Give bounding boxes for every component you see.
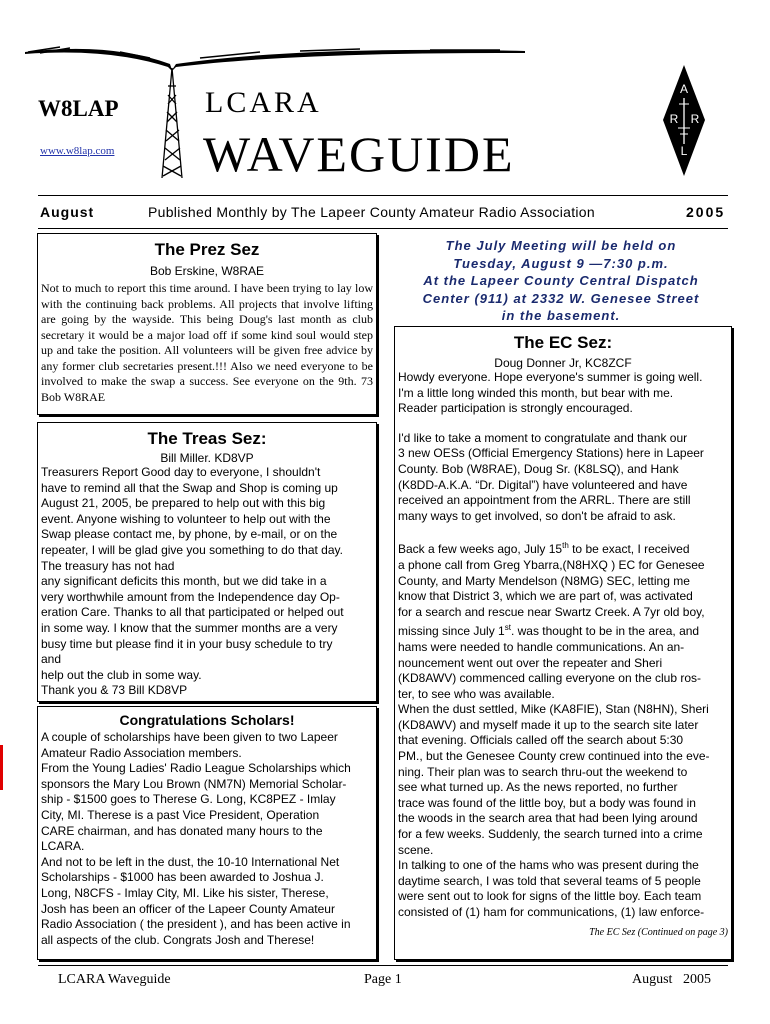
meeting-line-4: Center (911) at 2332 W. Genesee Street bbox=[422, 290, 700, 306]
prez-heading: The Prez Sez bbox=[154, 240, 260, 259]
tower-icon bbox=[162, 68, 182, 178]
ec-paragraph-1: Howdy everyone. Hope everyone's summer is going well. I'm a little long winded this month, but bear with me. Reader participation is strongly encouraged. bbox=[398, 370, 703, 416]
svg-text:R: R bbox=[669, 112, 679, 126]
footer-left: LCARA Waveguide bbox=[58, 972, 171, 987]
scholars-box bbox=[37, 706, 377, 960]
ec-paragraph-2: I'd like to take a moment to congratulate and thank our 3 new OESs (Official Emergency Stations) here in Lapeer County. Bob (W8RAE), Doug Sr. (K8LSQ), and Hank (K8DD-A.K.A. “Dr. Digital”) have volunteered and have received an appointment from the ARRL. There are still many ways to get involved, so don't be afraid to ask. bbox=[398, 430, 704, 523]
meeting-line-2: Tuesday, August 9 —7:30 p.m. bbox=[453, 255, 669, 271]
website-link[interactable]: www.w8lap.com bbox=[40, 145, 115, 157]
ec-p3-part-b: to be exact, I received a phone call from Greg Ybarra,(N8HXQ ) EC for Genesee County, and Marty Mendelson (N8MG) SEC, letting me know that District 3, which we are part of, was activated for a search and rescue near Swartz Creek. A 7yr old boy, missing since July 1 bbox=[398, 542, 705, 639]
ec-byline: Doug Donner Jr, KC8ZCF bbox=[494, 356, 632, 370]
treas-body: Treasurers Report Good day to everyone, I shouldn't have to remind all that the Swap and Shop is coming up August 21, 2005, be prepared to help out with this big event. Anyone wishing to volunteer to help out with the Swap please contact me, by phone, by e-mail, or on the repeater, I will be glad give you something to do that day. The treasury has not had any significant deficits this month, but we did take in a very worthwhile amount from the Independence day Op- eration Care. Thanks to all that participated or helped out in some way. I know that the summer months are a very busy time but please find it in your busy schedule to try and help out the club in some way. Thank you & 73 Bill KD8VP bbox=[41, 465, 344, 698]
ec-paragraph-3 bbox=[398, 538, 728, 920]
callsign: W8LAP bbox=[38, 96, 119, 121]
footer-page-number: Page 1 bbox=[364, 972, 402, 987]
treas-heading: The Treas Sez: bbox=[147, 429, 267, 448]
ec-p3-part-c: . was thought to be in the area, and hams were needed to handle communications. An an- nouncement went out over the repeater and Sheri (KD8AWV) commenced calling everyone on the club ros- ter, to see who was available. When the dust settled, Mike (KA8FIE), Stan (N8HN), Sheri (KD8AWV) and myself made it up to the search site later that evening. Officials called off the search about 5:30 PM., but the Genesee County crew continued into the eve- ning. Their plan was to search thru-out the weekend to see what turned up. As the news reported, no further trace was found of the little boy, but a body was found in the woods in the search area that had been lying around for a few weeks. Suddenly, the search turned into a crime scene. In talking to one of the hams who was present during the daytime search, I was told that several teams of 5 people were sent out to look for signs of the little boy. Each team consisted of (1) ham for communications, (1) law enforce- bbox=[398, 624, 710, 919]
ec-continued-note: The EC Sez (Continued on page 3) bbox=[589, 926, 728, 938]
ec-sez-box bbox=[394, 326, 732, 960]
ec-p3-sup-st: st bbox=[504, 623, 511, 633]
newsletter-title: WAVEGUIDE bbox=[203, 126, 515, 182]
margin-marker bbox=[0, 745, 3, 790]
scholars-heading: Congratulations Scholars! bbox=[119, 712, 295, 728]
svg-text:R: R bbox=[690, 112, 700, 126]
treas-byline: Bill Miller. KD8VP bbox=[160, 451, 254, 465]
issue-month: August bbox=[40, 204, 95, 220]
meeting-line-3: At the Lapeer County Central Dispatch bbox=[423, 273, 699, 288]
svg-text:A: A bbox=[679, 82, 689, 96]
treas-sez-box bbox=[37, 422, 377, 702]
svg-text:L: L bbox=[680, 144, 688, 158]
meeting-line-1: The July Meeting will be held on bbox=[445, 238, 677, 253]
meeting-line-5: in the basement. bbox=[501, 308, 621, 323]
arrl-diamond-logo bbox=[663, 65, 705, 176]
publisher-line: Published Monthly by The Lapeer County Amateur Radio Association bbox=[148, 204, 595, 220]
footer-right: August 2005 bbox=[632, 972, 711, 987]
antenna-wire bbox=[25, 47, 525, 71]
org-name: LCARA bbox=[205, 86, 322, 119]
prez-body: Not to much to report this time around. I have been trying to lay low with the continuing back problems. All projects that involve lifting are going by the wayside. This being Doug's last month as club secretary it would be a major load off if some kind soul would step up and take the position. All volunteers will be given free advice by any former club secretaries present.!!! Also we need everyone to be involved to make the swap a success. See everyone on the 9th. 73 Bob W8RAE bbox=[41, 281, 373, 404]
prez-byline: Bob Erskine, W8RAE bbox=[149, 264, 265, 278]
ec-heading: The EC Sez: bbox=[513, 333, 613, 352]
prez-sez-box bbox=[37, 233, 377, 415]
footer-rule bbox=[38, 965, 728, 966]
header-rule bbox=[38, 195, 728, 196]
ec-p3-part-a: Back a few weeks ago, July 15 bbox=[398, 542, 563, 557]
issue-year: 2005 bbox=[686, 204, 726, 220]
ec-p3-sup-th: th bbox=[562, 541, 569, 551]
meeting-notice bbox=[396, 237, 726, 325]
subheader-rule bbox=[38, 228, 728, 229]
scholars-body: A couple of scholarships have been given to two Lapeer Amateur Radio Association members. From the Young Ladies' Radio League Scholarships which sponsors the Mary Lou Brown (NM7N) Memorial Scholar- ship - $1500 goes to Therese G. Long, KC8PEZ - Imlay City, MI. Therese is a past Vice President, Operation CARE chairman, and has donated many hours to the LCARA. And not to be left in the dust, the 10-10 International Net Scholarships - $1000 has been awarded to Joshua J. Long, N8CFS - Imlay City, MI. Like his sister, Therese, Josh has been an officer of the Lapeer County Amateur Radio Association ( the president ), and has been active in all aspects of the club. Congrats Josh and Therese! bbox=[41, 730, 351, 947]
